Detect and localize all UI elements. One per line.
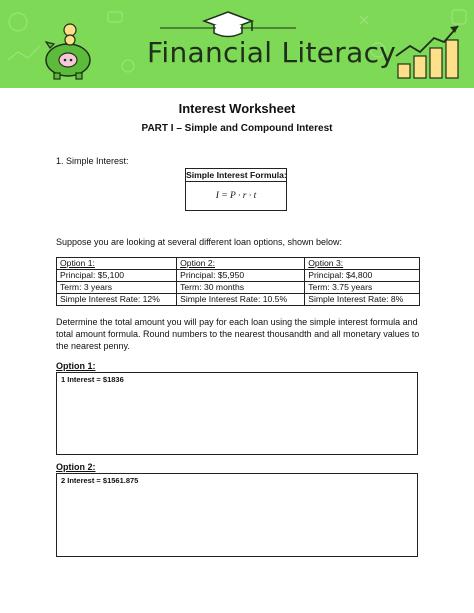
option-2-answer-text: 2 Interest = $1561.875 — [61, 476, 139, 485]
principal-cell: Principal: $5,100 — [57, 270, 177, 282]
formula-text: I = P · r · t — [215, 191, 257, 201]
option-2-label: Option 2: — [56, 462, 96, 472]
option-header: Option 2: — [177, 258, 305, 270]
formula-heading: Simple Interest Formula: — [186, 170, 287, 180]
loan-options-table — [56, 257, 420, 306]
principal-cell: Principal: $5,950 — [177, 270, 305, 282]
table-row — [57, 282, 420, 294]
rate-cell: Simple Interest Rate: 10.5% — [177, 294, 305, 306]
instructions-line: the nearest penny. — [56, 341, 130, 351]
header-banner — [0, 0, 474, 88]
banner-title: Financial Literacy — [147, 36, 397, 69]
piggy-bank-icon — [46, 24, 90, 79]
worksheet-title: Interest Worksheet — [178, 101, 296, 116]
instructions — [56, 316, 426, 352]
instructions-line: Determine the total amount you will pay for each loan using the simple interest formula and — [56, 317, 418, 327]
option-2-answer-box[interactable] — [56, 473, 418, 557]
option-1-answer-text: 1 Interest = $1836 — [61, 375, 124, 384]
principal-cell: Principal: $4,800 — [305, 270, 420, 282]
intro-text: Suppose you are looking at several different loan options, shown below: — [56, 237, 343, 247]
table-row — [57, 258, 420, 270]
option-header: Option 3: — [305, 258, 420, 270]
question-label: 1. Simple Interest: — [56, 156, 129, 166]
table-row — [57, 270, 420, 282]
option-1-label: Option 1: — [56, 361, 96, 371]
option-header: Option 1: — [57, 258, 177, 270]
term-cell: Term: 30 months — [177, 282, 305, 294]
part-heading: PART I – Simple and Compound Interest — [141, 123, 333, 134]
graduation-cap-icon — [160, 12, 296, 37]
coin-stack-icon — [398, 40, 458, 78]
rate-cell: Simple Interest Rate: 8% — [305, 294, 420, 306]
rate-cell: Simple Interest Rate: 12% — [57, 294, 177, 306]
table-row — [57, 294, 420, 306]
term-cell: Term: 3 years — [57, 282, 177, 294]
instructions-line: total amount formula. Round numbers to the nearest thousandth and all monetary values to — [56, 329, 420, 339]
formula-box — [185, 168, 287, 211]
term-cell: Term: 3.75 years — [305, 282, 420, 294]
option-1-answer-box[interactable] — [56, 372, 418, 455]
